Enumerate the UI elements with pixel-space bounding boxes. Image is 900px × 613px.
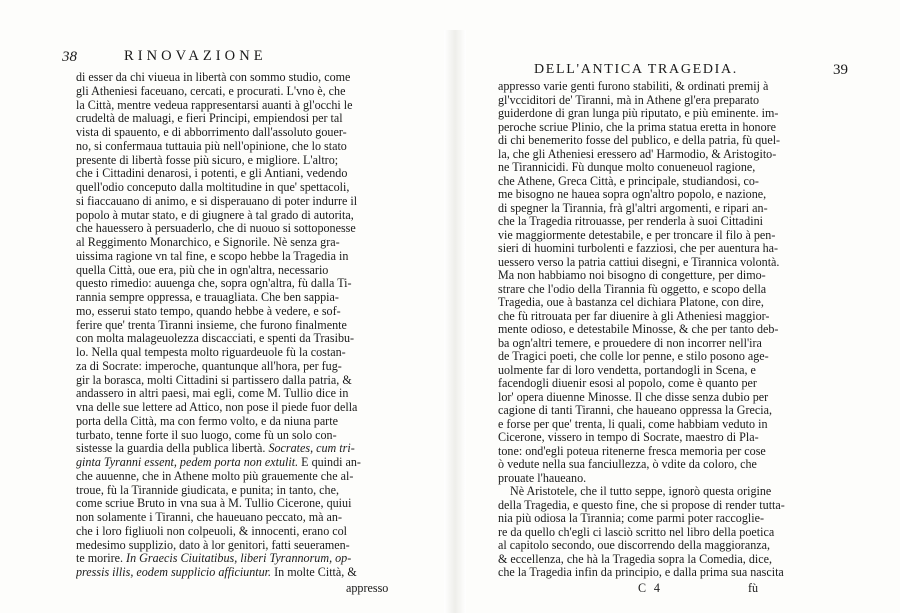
text-line <box>498 458 830 472</box>
text-line <box>498 215 830 229</box>
text-line <box>76 154 420 168</box>
text-line <box>498 553 830 567</box>
text-line <box>76 525 420 539</box>
text-line-span: E quindi an- <box>298 456 361 469</box>
text-line-span: sistesse la guardia della publica libertà. <box>76 442 266 456</box>
text-line-span: presente di libertà fosse più sicuro, e migliore. L'altro; <box>76 153 339 167</box>
right-catchword: fù <box>748 581 759 595</box>
left-page <box>62 0 420 613</box>
text-line-span: Nè Aristotele, che il tutto seppe, ignorò questa origine <box>510 485 772 498</box>
text-line-span: Cicerone, vissero in tempo di Socrate, maestro di Pla- <box>498 431 759 444</box>
text-line-span: guiderdone di gran lunga più riputato, e più eminente. im- <box>498 107 779 120</box>
text-line-span: strare che l'odio della Tirannia fù oggetto, e scopo della <box>498 282 767 296</box>
right-page-text <box>498 80 830 580</box>
left-running-title: RINOVAZIONE <box>124 48 267 64</box>
text-line <box>498 148 830 162</box>
text-line <box>498 202 830 216</box>
text-line-span: appresso varie genti furono stabiliti, & ordinati premij à <box>498 80 769 93</box>
text-line <box>76 250 420 264</box>
text-line <box>76 360 420 374</box>
text-line <box>498 418 830 432</box>
text-line-span: ne Tirannicidi. Fù dunque molto conueneuol ragione, <box>498 161 756 174</box>
text-line <box>76 222 420 236</box>
text-line <box>498 229 830 243</box>
text-line <box>76 126 420 140</box>
text-line <box>76 484 420 498</box>
text-line <box>76 112 420 126</box>
text-line-span: gli Atheniesi faceuano, cercati, e procurati. L'vno è, che <box>76 84 346 98</box>
text-line <box>76 209 420 223</box>
text-line-span: no, si confermaua tuttauia più nell'opinione, che lo stato <box>76 139 347 153</box>
text-line-span: re da quello ch'egli ci lasciò scritto nel libro della poetica <box>498 525 775 539</box>
text-line <box>76 264 420 278</box>
text-line-span: che Athene, Greca Città, e principale, studiandosi, co- <box>498 174 759 188</box>
text-line-span: facendogli diuenir esosi al popolo, come è quanto per <box>498 377 757 390</box>
text-line <box>498 472 830 486</box>
text-line <box>498 566 830 580</box>
text-line-span: che la Tragedia ritrouasse, per renderla à suoi Cittadini <box>498 215 763 228</box>
text-line-span: quell'odio conceputo dalla moltitudine in que' spettacoli, <box>76 181 350 194</box>
text-line <box>498 364 830 378</box>
text-line <box>498 256 830 270</box>
text-line-span: sieri di huomini turbolenti e fazziosi, che per auentura ha- <box>498 242 779 255</box>
text-line-span: e forse per que' trenta, li quali, come habbiam veduto in <box>498 417 768 431</box>
text-line-span: mo, esserui stato tempo, quando hebbe à vedere, e sof- <box>76 304 341 318</box>
text-line-span: mente odioso, e detestabile Minosse, & che per tanto deb- <box>498 323 779 336</box>
text-line-span: quella Città, oue era, più che in ogn'altra, necessario <box>76 263 329 277</box>
text-line <box>76 456 420 470</box>
text-line-span: che fù ritrouata per far diuenire à gli Atheniesi maggior- <box>498 309 770 323</box>
text-line-span: crudeltà de maluagi, e fieri Principi, empiendosi per tal <box>76 112 343 126</box>
text-line <box>498 161 830 175</box>
text-line <box>498 323 830 337</box>
text-line <box>498 350 830 364</box>
text-line-span: che i Cittadini denarosi, i potenti, e gli Antiani, vedendo <box>76 167 348 181</box>
text-line <box>498 188 830 202</box>
text-line-span: gl'vcciditori de' Tiranni, mà in Athene gl'era preparato <box>498 93 760 107</box>
text-line-span: che hauessero à persuaderlo, che di nuouo si sottoponesse <box>76 222 356 236</box>
text-line-span: al capitolo secondo, oue discorrendo della maggioranza, <box>498 539 771 552</box>
left-page-footer <box>76 581 420 601</box>
latin-quote: ginta Tyranni essent, pedem porta non extulit. <box>76 456 299 469</box>
right-folio: 39 <box>833 62 848 78</box>
text-line-span: Tragedia, oue à bastanza cel dichiara Platone, con dire, <box>498 296 764 309</box>
text-line <box>498 107 830 121</box>
text-line <box>498 404 830 418</box>
text-line <box>498 431 830 445</box>
text-line <box>76 442 420 456</box>
text-line <box>76 305 420 319</box>
text-line-span: andassero in altri paesi, mai egli, come M. Tullio dice in <box>76 387 349 401</box>
text-line <box>498 391 830 405</box>
text-line-span: nia più odiosa la Tirannia; come parmi poter raccoglie- <box>498 512 764 525</box>
text-line-span: di chi benemerito fosse del publico, e della patria, fù quel- <box>498 134 781 147</box>
right-running-head <box>498 48 848 78</box>
text-line <box>76 387 420 401</box>
right-page <box>498 0 848 613</box>
text-line <box>498 310 830 324</box>
text-line-span: prouate l'haueano. <box>498 471 587 485</box>
text-line <box>498 445 830 459</box>
text-line <box>498 296 830 310</box>
text-line-span: con molta malageuolezza discacciati, e spenti da Trasibu- <box>76 332 355 346</box>
text-line-span: che la Tragedia infin da principio, e dalla prima sua nascita <box>498 566 784 579</box>
text-line <box>76 566 420 580</box>
text-line-span: come scriue Bruto in vna sua à M. Tullio Cicerone, quiui <box>76 497 352 511</box>
text-line-span: cagione di tanti Tiranni, che haueano oppressa la Grecia, <box>498 404 773 417</box>
text-line <box>76 497 420 511</box>
text-line <box>498 94 830 108</box>
text-line-span: ò vedute nella sua fanciullezza, ò vdite da coloro, che <box>498 458 757 471</box>
text-line-span: non solamente i Tiranni, che haueuano peccato, mà an- <box>76 511 342 524</box>
text-line <box>76 99 420 113</box>
text-line-span: lor' opera diuenne Minosse. Il che disse senza dubio per <box>498 390 769 404</box>
text-line <box>498 337 830 351</box>
latin-quote: Socrates, cum tri- <box>268 442 355 456</box>
text-line-span: popolo à mutar stato, e di giugnere à tal grado di autorita, <box>76 208 354 222</box>
text-line-span: che auuenne, che in Athene molto più grauemente che al- <box>76 469 354 483</box>
text-line <box>498 539 830 553</box>
text-line <box>498 121 830 135</box>
text-line-span: de Tragici poeti, che colle lor penne, e stilo posono age- <box>498 350 769 363</box>
left-catchword: appresso <box>346 581 389 595</box>
text-line <box>76 415 420 429</box>
left-running-head <box>62 48 420 70</box>
text-line-span: lo. Nella qual tempesta molto riguardeuole fù la costan- <box>76 346 346 359</box>
signature-mark: C 4 <box>638 581 663 595</box>
text-line-span: rannia sempre oppressa, e trauagliata. Che ben sappia- <box>76 291 339 304</box>
text-line-span: della Tragedia, e questo fine, che si propose di render tutta- <box>498 498 785 512</box>
text-line <box>498 175 830 189</box>
text-line <box>76 539 420 553</box>
text-line-span: turbato, tenne forte il suo luogo, come fù un solo con- <box>76 428 337 442</box>
text-line-span: te morire. <box>76 552 124 566</box>
text-line <box>498 485 830 499</box>
text-line <box>498 377 830 391</box>
text-line <box>76 346 420 360</box>
text-line <box>76 374 420 388</box>
text-line-span: al Reggimento Monarchico, e Signorile. Nè senza gra- <box>76 236 340 249</box>
text-line <box>498 269 830 283</box>
left-folio: 38 <box>62 49 77 65</box>
text-line-span: uolmente far di loro vendetta, portandogli in Scena, e <box>498 363 756 377</box>
text-line <box>76 291 420 305</box>
text-line <box>76 167 420 181</box>
text-line <box>76 71 420 85</box>
text-line <box>498 242 830 256</box>
text-line-span: che i loro figliuoli non colpeuoli, & innocenti, erano col <box>76 524 348 538</box>
text-line-span: peroche scriue Plinio, che la prima statua eretta in honore <box>498 120 777 134</box>
text-line <box>76 552 420 566</box>
text-line-span: la Città, mentre vedeua rappresentarsi auanti à gl'occhi le <box>76 98 353 112</box>
text-line <box>76 277 420 291</box>
left-page-text <box>76 71 420 580</box>
book-gutter <box>444 30 466 613</box>
latin-quote: In Graecis Ciuitatibus, liberi Tyrannorum, op- <box>126 552 352 566</box>
right-running-title: DELL'ANTICA TRAGEDIA. <box>534 62 738 77</box>
right-page-footer <box>498 581 830 601</box>
text-line <box>76 236 420 250</box>
text-line <box>498 283 830 297</box>
text-line <box>498 512 830 526</box>
text-line-span: Ma non habbiamo noi bisogno di congetture, per dimo- <box>498 269 766 282</box>
text-line-span: me bisogno ne hauea sopra ogn'altro popolo, e nazione, <box>498 188 767 201</box>
text-line-span: uissima ragione vn tal fine, e scopo hebbe la Tragedia in <box>76 249 349 263</box>
text-line <box>498 134 830 148</box>
text-line <box>76 140 420 154</box>
text-line-span: & eccellenza, che hà la Tragedia sopra la Comedia, dice, <box>498 552 773 566</box>
text-line <box>498 526 830 540</box>
text-line <box>76 332 420 346</box>
text-line-span: medesimo supplizio, dato à lor genitori, fatti seueramen- <box>76 538 350 552</box>
text-line <box>76 85 420 99</box>
text-line-span: si fiaccauano di animo, e si disperauano di poter indurre il <box>76 194 358 208</box>
text-line-span: vie maggiormente detestabile, e per troncare il filo à pen- <box>498 228 776 242</box>
text-line-span: ba ogn'altri temere, e prouedere di non incorrer nell'ira <box>498 336 762 350</box>
text-line-span: troue, fù la Tirannide giudicata, e punita; in tanto, che, <box>76 483 339 497</box>
text-line-span: uessero verso la patria cattiui disegni, e Tirannica volontà. <box>498 255 780 269</box>
text-line <box>76 319 420 333</box>
text-line <box>76 470 420 484</box>
text-line-span: ferire que' trenta Tiranni insieme, che furono finalmente <box>76 318 347 332</box>
text-line <box>76 401 420 415</box>
text-line <box>76 511 420 525</box>
text-line-span: di esser da chi viueua in libertà con sommo studio, come <box>76 71 351 84</box>
text-line-span: vista di spauento, e di abborrimento dall'assoluto gouer- <box>76 126 347 139</box>
text-line-span: za di Socrate: imperoche, quantunque all'hora, per fug- <box>76 359 342 373</box>
text-line-span: questo rimedio: auuenga che, sopra ogn'altra, fù dalla Ti- <box>76 277 352 291</box>
text-line <box>76 429 420 443</box>
text-line-span: In molte Città, & <box>271 566 357 579</box>
text-line <box>498 499 830 513</box>
text-line <box>76 195 420 209</box>
text-line-span: porta della Città, ma con fermo volto, e da niuna parte <box>76 414 338 428</box>
text-line-span: di spegner la Tirannia, frà gl'altri argomenti, e ripari an- <box>498 201 768 215</box>
text-line-span: la, che gli Atheniesi eressero ad' Harmodio, & Aristogito- <box>498 147 777 161</box>
latin-quote: pressis illis, eodem supplicio afficiuntur. <box>76 566 272 579</box>
text-line-span: tone: ond'egli poteua ritenerne fresca memoria per cose <box>498 444 766 458</box>
text-line-span: gir la borasca, molti Cittadini si partissero dalla patria, & <box>76 373 352 387</box>
text-line <box>76 181 420 195</box>
text-line-span: vna delle sue lettere ad Attico, non pose il piede fuor della <box>76 401 358 414</box>
text-line <box>498 80 830 94</box>
